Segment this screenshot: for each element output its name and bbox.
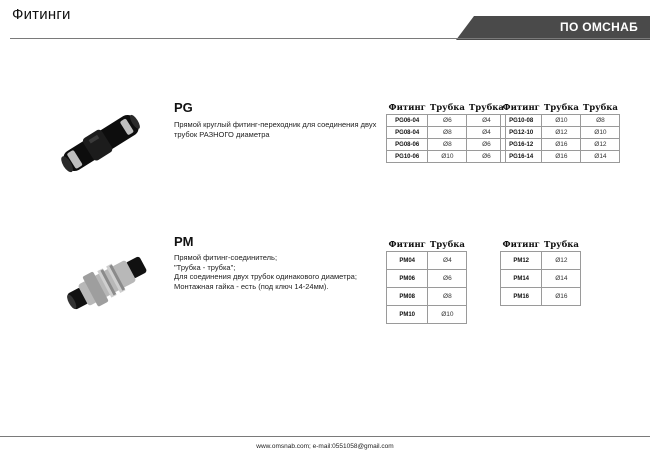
tube-cell: Ø14 <box>542 270 581 288</box>
table-row <box>387 127 506 139</box>
tube-cell: Ø14 <box>581 151 620 163</box>
tube-cell: Ø8 <box>428 139 467 151</box>
table-header: Трубка <box>429 102 465 113</box>
pm-description-line: Монтажная гайка - есть (под ключ 14-24мм). <box>174 281 329 291</box>
pm-description-line: Прямой фитинг-соединитель; <box>174 253 278 262</box>
table-header: Трубка <box>429 239 465 250</box>
table-row <box>387 139 506 151</box>
tube-cell: Ø12 <box>542 252 581 270</box>
tube-cell: Ø4 <box>428 252 467 270</box>
tube-cell: Ø8 <box>428 127 467 139</box>
pm-description <box>174 253 357 291</box>
tube-cell: Ø16 <box>542 151 581 163</box>
tube-cell: Ø8 <box>428 288 467 306</box>
model-cell: PM12 <box>501 252 542 270</box>
table-row <box>501 139 620 151</box>
table-header: Фитинг <box>388 102 426 113</box>
table-header: Фитинг <box>502 239 540 250</box>
model-cell: PM14 <box>501 270 542 288</box>
pg-description-line: трубок РАЗНОГО диаметра <box>174 129 270 139</box>
pm-description-line: Для соединения двух трубок одинакового диаметра; <box>174 272 357 281</box>
header-divider <box>10 38 650 39</box>
tube-cell: Ø10 <box>428 151 467 163</box>
model-cell: PM16 <box>501 288 542 306</box>
pg-code: PG <box>174 100 193 115</box>
tube-cell: Ø10 <box>581 127 620 139</box>
table-row <box>387 306 467 324</box>
tube-cell: Ø8 <box>581 115 620 127</box>
model-cell: PG08-04 <box>387 127 428 139</box>
tube-cell: Ø16 <box>542 288 581 306</box>
model-cell: PG10-08 <box>501 115 542 127</box>
table-row <box>501 115 620 127</box>
page-title: Фитинги <box>12 6 71 23</box>
tube-cell: Ø12 <box>581 139 620 151</box>
pg-fitting-image <box>56 112 146 174</box>
tube-cell: Ø4 <box>467 115 506 127</box>
tube-cell: Ø12 <box>542 127 581 139</box>
footer-contact: www.omsnab.com; e-mail:0551058@gmail.com <box>256 443 394 450</box>
table-row <box>501 252 581 270</box>
brand-name: ПО ОМСНАБ <box>560 20 638 34</box>
pg-table-1 <box>386 101 506 163</box>
model-cell: PM04 <box>387 252 428 270</box>
tube-cell: Ø6 <box>467 139 506 151</box>
footer-divider <box>0 436 650 437</box>
pg-description <box>174 120 376 139</box>
table-row <box>387 252 467 270</box>
model-cell: PG16-12 <box>501 139 542 151</box>
table-header: Трубка <box>543 102 579 113</box>
pm-fitting-image <box>64 252 150 314</box>
tube-cell: Ø10 <box>428 306 467 324</box>
model-cell: PM06 <box>387 270 428 288</box>
pm-table-2 <box>500 238 581 306</box>
table-row <box>501 151 620 163</box>
table-row <box>387 288 467 306</box>
tube-cell: Ø4 <box>467 127 506 139</box>
tube-cell: Ø6 <box>428 270 467 288</box>
model-cell: PM08 <box>387 288 428 306</box>
table-row <box>501 270 581 288</box>
table-row <box>387 270 467 288</box>
tube-cell: Ø6 <box>467 151 506 163</box>
model-cell: PG16-14 <box>501 151 542 163</box>
table-header: Фитинг <box>388 239 426 250</box>
tube-cell: Ø10 <box>542 115 581 127</box>
table-row <box>501 288 581 306</box>
model-cell: PG06-04 <box>387 115 428 127</box>
model-cell: PG08-06 <box>387 139 428 151</box>
table-header: Трубка <box>582 102 618 113</box>
model-cell: PM10 <box>387 306 428 324</box>
model-cell: PG10-06 <box>387 151 428 163</box>
pm-table-1 <box>386 238 467 324</box>
model-cell: PG12-10 <box>501 127 542 139</box>
pg-description-line: Прямой круглый фитинг-переходник для соединения двух <box>174 120 377 129</box>
pm-code: PM <box>174 234 194 249</box>
pm-description-line: "Трубка - трубка"; <box>174 262 236 272</box>
table-header: Трубка <box>468 102 504 113</box>
table-row <box>501 127 620 139</box>
pg-table-2 <box>500 101 620 163</box>
tube-cell: Ø6 <box>428 115 467 127</box>
table-row <box>387 151 506 163</box>
table-header: Трубка <box>543 239 579 250</box>
table-row <box>387 115 506 127</box>
table-header: Фитинг <box>502 102 540 113</box>
tube-cell: Ø16 <box>542 139 581 151</box>
